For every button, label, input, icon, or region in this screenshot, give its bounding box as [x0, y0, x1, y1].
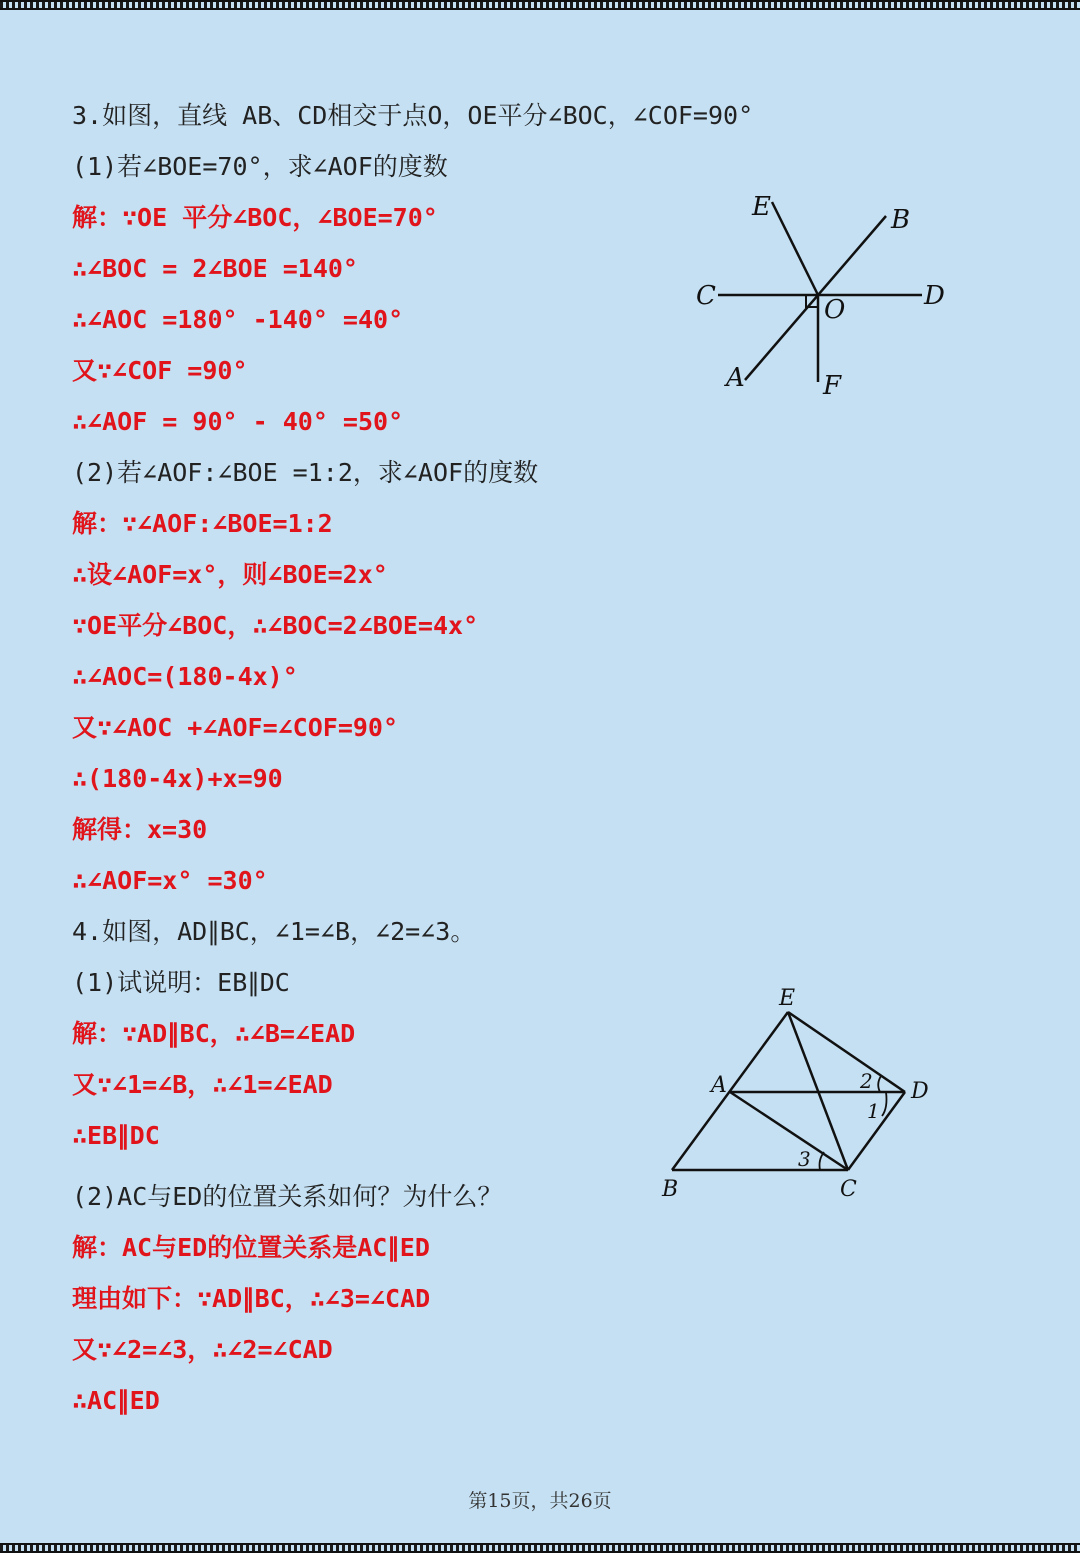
answer-line: ∴∠BOC = 2∠BOE =140°	[72, 254, 358, 283]
answer-line: 解：∵AD∥BC，∴∠B=∠EAD	[72, 1019, 356, 1048]
answer-line: 解得：x=30	[72, 815, 208, 844]
page-number: 第15页，共26页	[468, 1490, 612, 1512]
answer-line: ∴∠AOC =180° -140° =40°	[72, 305, 404, 334]
answer-line: 又∵∠2=∠3，∴∠2=∠CAD	[72, 1335, 333, 1364]
answer-line: 又∵∠COF =90°	[72, 356, 248, 385]
label-D: D	[911, 1079, 929, 1104]
label-E: E	[779, 986, 796, 1011]
segment-AC	[730, 1092, 848, 1170]
answer-line: 又∵∠1=∠B，∴∠1=∠EAD	[72, 1070, 333, 1099]
answer-line: ∴∠AOF=x° =30°	[72, 866, 268, 895]
label-angle-2: 2	[860, 1069, 873, 1093]
bottom-dotted-border	[0, 1543, 1080, 1553]
label-angle-3: 3	[798, 1147, 811, 1171]
answer-line: ∴∠AOF = 90° - 40° =50°	[72, 407, 404, 436]
answer-line: 解：∵∠AOF:∠BOE=1:2	[72, 509, 333, 538]
label-B: B	[891, 205, 911, 235]
label-A: A	[726, 363, 745, 393]
label-angle-1: 1	[867, 1099, 880, 1123]
answer-line: 解：∵OE 平分∠BOC，∠BOE=70°	[72, 203, 438, 232]
answer-line: ∵OE平分∠BOC，∴∠BOC=2∠BOE=4x°	[72, 611, 479, 640]
answer-line: 理由如下：∵AD∥BC，∴∠3=∠CAD	[72, 1284, 431, 1313]
question-4-2: (2)AC与ED的位置关系如何？为什么？	[72, 1182, 503, 1211]
segment-ED	[788, 1012, 905, 1092]
answer-line: ∴AC∥ED	[72, 1386, 160, 1415]
label-D: D	[924, 281, 945, 311]
problem-3-statement: 3.如图，直线 AB、CD相交于点O，OE平分∠BOC，∠COF=90°	[72, 101, 754, 130]
answer-line: ∴EB∥DC	[72, 1121, 160, 1150]
answer-line: 又∵∠AOC +∠AOF=∠COF=90°	[72, 713, 399, 742]
label-C: C	[840, 1177, 857, 1202]
label-E: E	[752, 192, 771, 222]
label-F: F	[823, 371, 842, 401]
answer-line: ∴∠AOC=(180-4x)°	[72, 662, 298, 691]
label-A: A	[711, 1073, 727, 1098]
top-dotted-border	[0, 0, 1080, 10]
label-B: B	[662, 1177, 679, 1202]
question-3-2: (2)若∠AOF:∠BOE =1:2，求∠AOF的度数	[72, 458, 539, 487]
problem-4-statement: 4.如图，AD∥BC，∠1=∠B，∠2=∠3。	[72, 917, 476, 946]
answer-line: 解：AC与ED的位置关系是AC∥ED	[72, 1233, 430, 1262]
question-4-1: (1)试说明：EB∥DC	[72, 968, 290, 997]
angle-arc-2	[878, 1076, 881, 1092]
label-O: O	[824, 295, 846, 325]
figure-intersecting-lines	[690, 185, 960, 405]
answer-line: ∴(180-4x)+x=90	[72, 764, 283, 793]
answer-line: ∴设∠AOF=x°，则∠BOE=2x°	[72, 560, 388, 589]
label-C: C	[696, 281, 716, 311]
line-AB	[745, 216, 886, 380]
question-3-1: (1)若∠BOE=70°，求∠AOF的度数	[72, 152, 448, 181]
angle-arc-1	[882, 1092, 887, 1116]
figure-parallel-lines	[655, 980, 945, 1205]
ray-OE	[772, 202, 818, 295]
